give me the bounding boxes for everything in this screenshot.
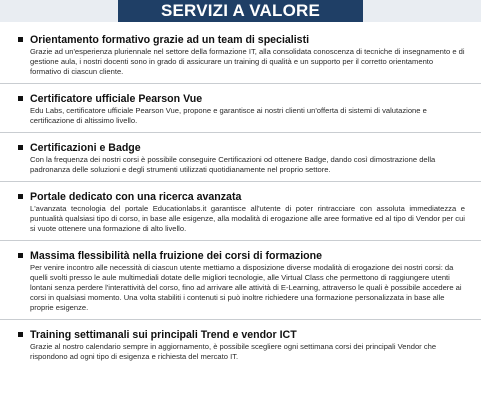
service-item-pearson-vue xyxy=(0,83,481,126)
square-bullet-icon xyxy=(18,145,23,150)
service-item-certificazioni xyxy=(0,132,481,175)
service-item-description: Con la frequenza dei nostri corsi è possibile conseguire Certificazioni od ottenere Badge, dando così dimostrazione della padronanza delle soluzioni e degli strumenti utilizzati quotidianamente nel proprio settore. xyxy=(30,155,436,174)
square-bullet-icon xyxy=(18,194,23,199)
service-item-description: L'avanzata tecnologia del portale Educationlabs.it garantisce all'utente di poter rintracciare con assoluta immediatezza e puntualità qualsiasi tipo di corso, in base alle esigenze, alla modalità di erogazione alle aree formative ed al tipo di Vendor per cui si vuote ottenere una formazione di alto livello. xyxy=(30,204,465,233)
services-list xyxy=(0,34,481,362)
square-bullet-icon xyxy=(18,37,23,42)
service-item-title xyxy=(30,191,465,203)
square-bullet-icon xyxy=(18,332,23,337)
service-item-title-text: Massima flessibilità nella fruizione dei corsi di formazione xyxy=(30,250,322,262)
service-item-training xyxy=(0,319,481,362)
square-bullet-icon xyxy=(18,96,23,101)
service-item-title-text: Portale dedicato con una ricerca avanzata xyxy=(30,191,242,203)
service-item-description: Edu Labs, certificatore ufficiale Pearson Vue, propone e garantisce ai nostri clienti un'offerta di sistemi di valutazione e certificazione di altissimo livello. xyxy=(30,106,427,125)
square-bullet-icon xyxy=(18,253,23,258)
service-item-description: Grazie al nostro calendario sempre in aggiornamento, è possibile scegliere ogni settimana corsi dei principali Vendor che rispondono ad ogni tipo di esigenza e richiesta del mercato IT. xyxy=(30,342,437,361)
service-item-title xyxy=(30,142,465,154)
service-item-orientamento xyxy=(0,34,481,77)
service-item-title-text: Certificatore ufficiale Pearson Vue xyxy=(30,93,203,105)
service-item-title xyxy=(30,34,465,46)
service-item-title xyxy=(30,250,465,262)
service-item-title-text: Certificazioni e Badge xyxy=(30,142,141,154)
service-item-title xyxy=(30,329,465,341)
service-item-portale xyxy=(0,181,481,234)
service-item-description: Grazie ad un'esperienza pluriennale nel settore della formazione IT, alla consolidata conoscenza di tecniche di insegnamento e di gestione aula, i nostri docenti sono in grado di assicurare un training di qualità e un supporto per il corretto orientamento formativo di ciascun cliente. xyxy=(30,47,465,76)
service-item-title xyxy=(30,93,465,105)
service-item-flessibilita xyxy=(0,240,481,313)
service-item-title-text: Training settimanali sui principali Trend e vendor ICT xyxy=(30,329,297,341)
service-item-title-text: Orientamento formativo grazie ad un team di specialisti xyxy=(30,34,310,46)
service-item-description: Per venire incontro alle necessità di ciascun utente mettiamo a disposizione diverse modalità di erogazione dei nostri corsi: da quelli svolti presso le aule multimediali dotate delle migliori tecnologie, alle Virtual Class che permettono di raggiungere utenti lontani senza perdere l'interattività del corso, fino ad arrivare alle attività di E-Learning, attraverso le quali è possibile accedere ai corsi in qualsiasi momento. Una volta stabiliti i contenuti si può inoltre richiedere una formazione personalizzata in base alle proprie esigenze. xyxy=(30,263,462,312)
page-title: SERVIZI A VALORE xyxy=(118,0,363,22)
